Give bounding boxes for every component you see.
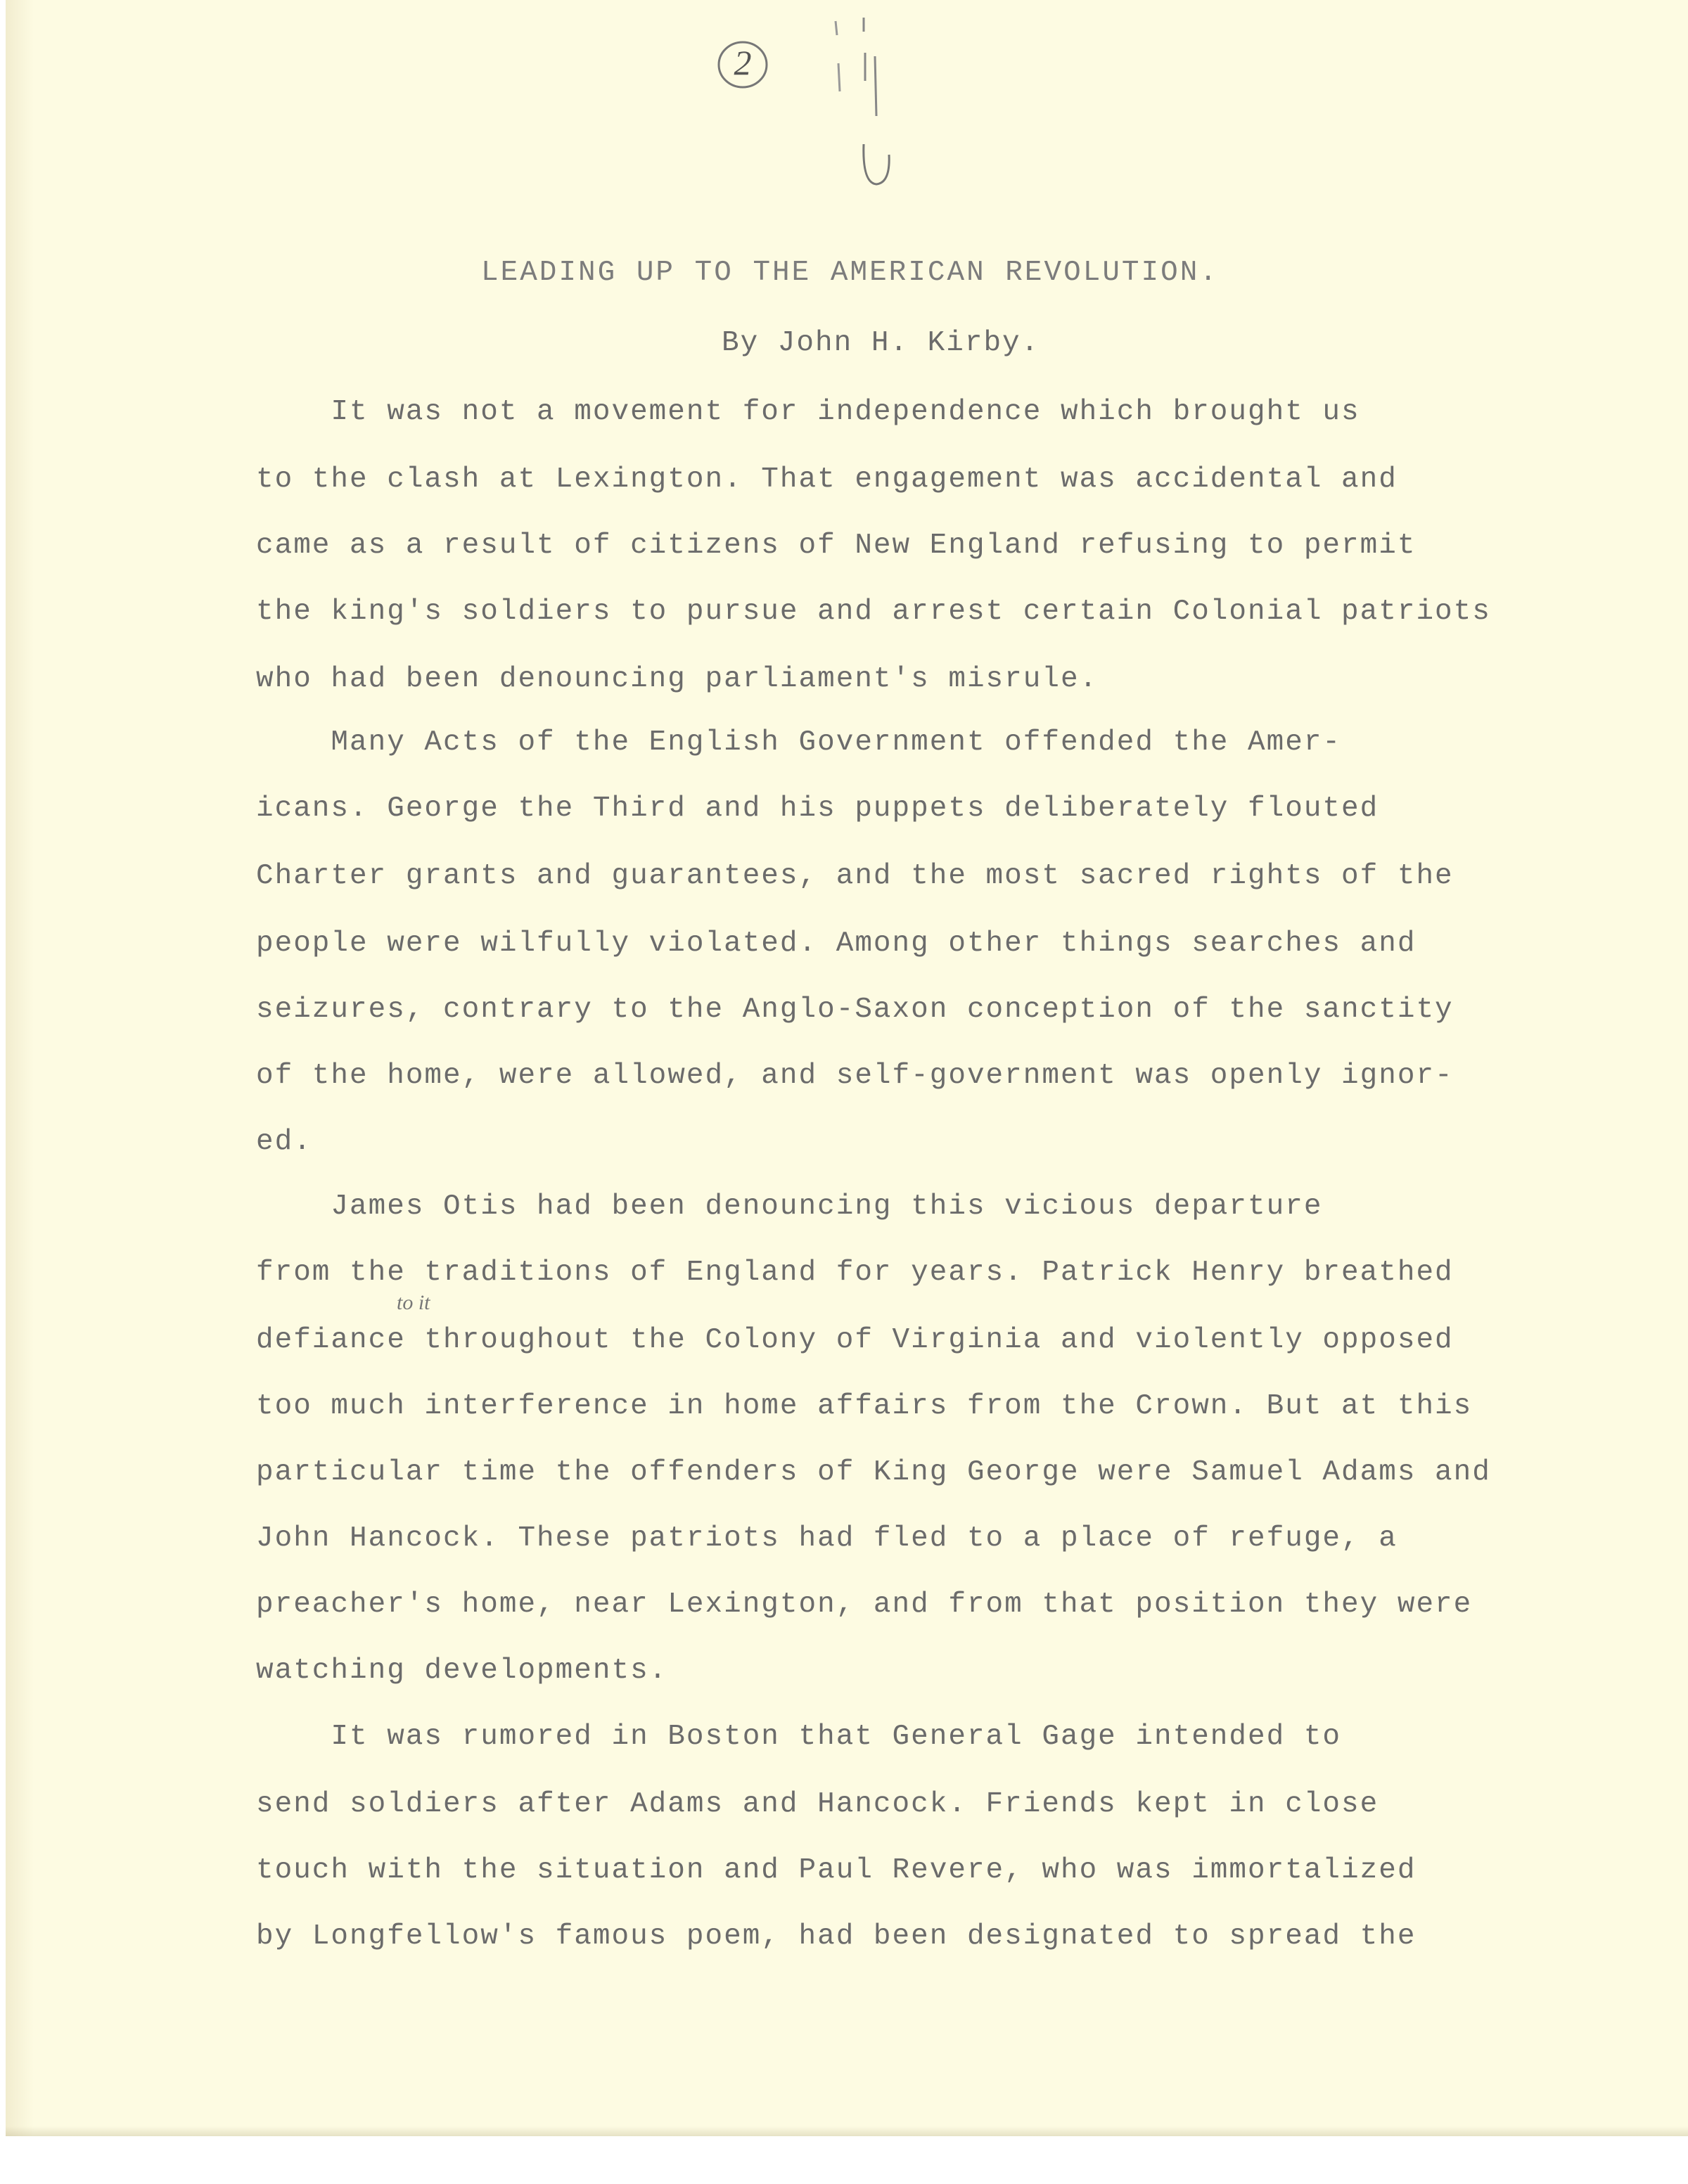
text-line: Charter grants and guarantees, and the most sacred rights of the <box>256 860 1454 892</box>
text-line: send soldiers after Adams and Hancock. Friends kept in close <box>256 1788 1379 1820</box>
document-page <box>6 0 1688 2136</box>
text-line: watching developments. <box>256 1655 668 1687</box>
text-line: It was not a movement for independence which brought us <box>256 396 1360 428</box>
paper-clip-mark-icon <box>821 14 906 197</box>
text-line: from the traditions of England for years. Patrick Henry breathed <box>256 1257 1454 1289</box>
text-line: ed. <box>256 1126 312 1158</box>
text-line: preacher's home, near Lexington, and from that position they were <box>256 1588 1473 1621</box>
text-line: seizures, contrary to the Anglo-Saxon conception of the sanctity <box>256 994 1454 1026</box>
text-line: the king's soldiers to pursue and arrest certain Colonial patriots <box>256 596 1491 628</box>
text-line: to the clash at Lexington. That engagement was accidental and <box>256 463 1398 496</box>
page-number-text: 2 <box>734 43 752 82</box>
text-line: defiance throughout the Colony of Virginia and violently opposed <box>256 1324 1454 1356</box>
text-line: Many Acts of the English Government offended the Amer- <box>256 726 1342 759</box>
text-line: John Hancock. These patriots had fled to a place of refuge, a <box>256 1522 1398 1555</box>
text-line: of the home, were allowed, and self-government was openly ignor- <box>256 1060 1454 1092</box>
text-line: too much interference in home affairs from the Crown. But at this <box>256 1390 1473 1422</box>
text-line: particular time the offenders of King George were Samuel Adams and <box>256 1456 1491 1489</box>
text-line: It was rumored in Boston that General Gage intended to <box>256 1721 1342 1753</box>
text-line: icans. George the Third and his puppets deliberately flouted <box>256 792 1379 825</box>
text-line: came as a result of citizens of New England refusing to permit <box>256 529 1417 562</box>
handwritten-insert: to it <box>397 1291 430 1314</box>
document-title: LEADING UP TO THE AMERICAN REVOLUTION. <box>481 257 1219 289</box>
text-line: James Otis had been denouncing this vicious departure <box>256 1190 1323 1223</box>
page-bottom-edge <box>6 2126 1688 2136</box>
text-line: by Longfellow's famous poem, had been designated to spread the <box>256 1920 1417 1953</box>
paper-edge-stain <box>6 0 34 2136</box>
page-number-mark <box>715 35 771 91</box>
text-line: touch with the situation and Paul Revere, who was immortalized <box>256 1854 1417 1887</box>
document-byline: By John H. Kirby. <box>722 327 1040 359</box>
text-line: who had been denouncing parliament's misrule. <box>256 663 1099 695</box>
text-line: people were wilfully violated. Among other things searches and <box>256 927 1417 960</box>
